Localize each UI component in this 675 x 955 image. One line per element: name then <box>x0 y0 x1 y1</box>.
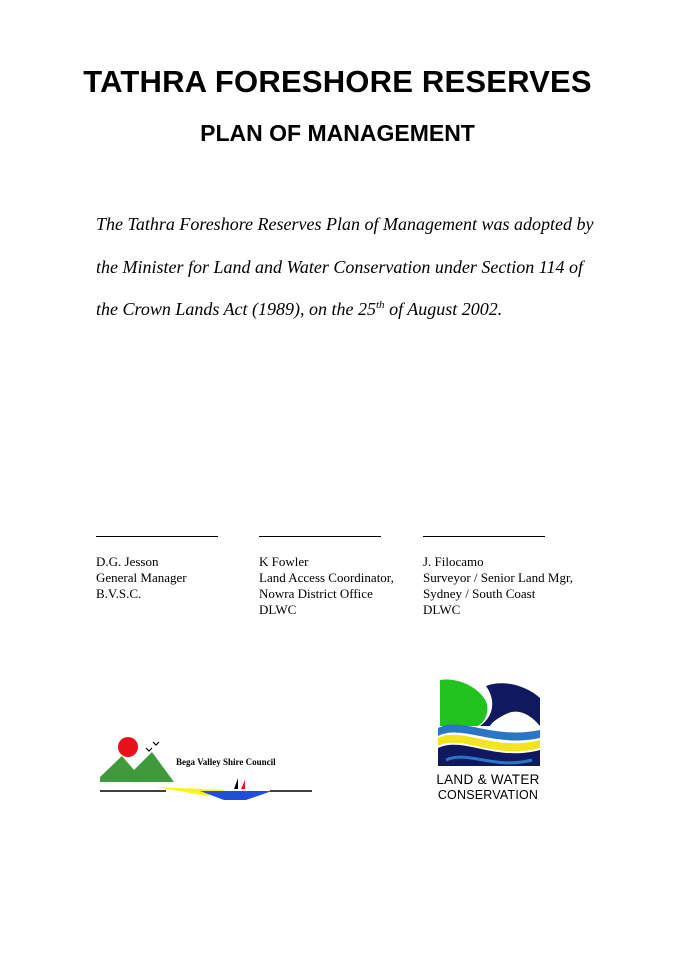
statement-line3-text: the Crown Lands Act (1989), on the 25 <box>96 299 376 319</box>
signatory-name: K Fowler <box>259 554 309 569</box>
signatory-office: Nowra District Office <box>259 586 373 601</box>
lwc-name-line1: LAND & WATER <box>436 772 540 787</box>
bega-council-name: Bega Valley Shire Council <box>176 757 276 767</box>
signatory-block-3 <box>423 554 573 618</box>
signature-line-1 <box>96 536 218 537</box>
adoption-statement-line1: The Tathra Foreshore Reserves Plan of Management was adopted by <box>96 214 594 234</box>
signatory-role: Surveyor / Senior Land Mgr, <box>423 570 574 585</box>
bega-valley-logo-icon <box>96 732 316 807</box>
signature-line-3 <box>423 536 545 537</box>
signatory-office: Sydney / South Coast <box>423 586 536 601</box>
signatory-role: Land Access Coordinator, <box>259 570 394 585</box>
signatory-block-1 <box>96 554 187 602</box>
signatory-org: B.V.S.C. <box>96 586 142 601</box>
signatory-role: General Manager <box>96 570 187 585</box>
document-subtitle: PLAN OF MANAGEMENT <box>200 120 475 146</box>
document-title: TATHRA FORESHORE RESERVES <box>83 64 592 99</box>
signatory-org: DLWC <box>259 602 297 617</box>
signatory-name: D.G. Jesson <box>96 554 159 569</box>
signature-line-2 <box>259 536 381 537</box>
signatory-block-2 <box>259 554 394 618</box>
lwc-name-line2: CONSERVATION <box>437 788 539 802</box>
adoption-statement-line3 <box>96 299 626 320</box>
adoption-statement-line2: the Minister for Land and Water Conservation under Section 114 of <box>96 257 583 277</box>
signatory-org: DLWC <box>423 602 461 617</box>
signatory-name: J. Filocamo <box>423 554 484 569</box>
ordinal-suffix: th <box>376 299 385 311</box>
statement-line3-end: of August 2002. <box>384 299 503 319</box>
